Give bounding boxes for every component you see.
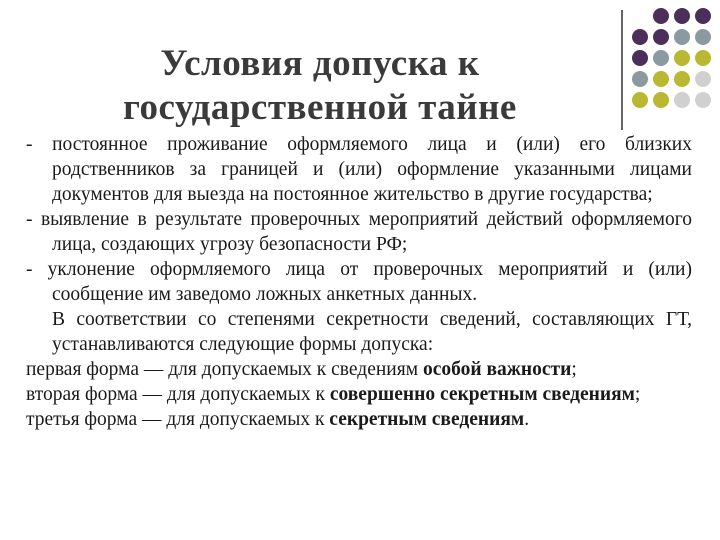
form-item-3 (26, 407, 692, 432)
decorative-dot (653, 50, 669, 66)
decorative-dot (695, 92, 711, 108)
decorative-dot (695, 8, 711, 24)
decorative-dot (653, 8, 669, 24)
decorative-dot (653, 71, 669, 87)
decorative-divider (621, 10, 623, 130)
form-item-2-prefix: вторая форма — для допускаемых к (26, 384, 330, 405)
form-item-3-suffix: . (524, 409, 530, 430)
decorative-dot (653, 92, 669, 108)
slide-body (26, 132, 692, 432)
title-line-2: государственной тайне (123, 87, 517, 128)
form-item-2-suffix: ; (634, 384, 641, 405)
form-item-1-prefix: первая форма — для допускаемых к сведениям (26, 359, 423, 380)
decorative-dot (632, 29, 648, 45)
form-item-1 (26, 357, 692, 382)
decorative-dot (695, 50, 711, 66)
decorative-dot-grid (632, 8, 716, 120)
form-item-1-suffix: ; (571, 359, 577, 380)
condition-paragraph-3: - уклонение оформляемого лица от проверочных мероприятий и (или) сообщение им заведомо ложных анкетных данных. (26, 259, 692, 305)
condition-paragraph-2: - выявление в результате проверочных мероприятий действий оформляемого лица, создающих угрозу безопасности РФ; (26, 209, 692, 255)
decorative-dot (674, 92, 690, 108)
slide-title (70, 42, 570, 130)
form-item-3-prefix: третья форма — для допускаемых к (26, 409, 330, 430)
decorative-dot (674, 71, 690, 87)
decorative-dot (674, 8, 690, 24)
form-item-3-emphasis: секретным сведениям (329, 409, 525, 430)
decorative-dot (695, 71, 711, 87)
decorative-dot (632, 92, 648, 108)
title-line-1: Условия допуска к (160, 43, 480, 84)
decorative-dot (632, 50, 648, 66)
decorative-dot (632, 71, 648, 87)
decorative-dot (674, 50, 690, 66)
decorative-dot (674, 29, 690, 45)
forms-intro-paragraph: В соответствии со степенями секретности сведений, составляющих ГТ, устанавливаются следующие формы допуска: (52, 309, 692, 355)
form-item-2 (26, 382, 692, 407)
condition-paragraph-1: - постоянное проживание оформляемого лица и (или) его близких родственников за границей и (или) оформление указанными лицами документов для выезда на постоянное жительство в другие государства; (26, 134, 692, 205)
decorative-dot (695, 29, 711, 45)
form-item-1-emphasis: особой важности (422, 359, 572, 380)
decorative-dot (653, 29, 669, 45)
form-item-2-emphasis: совершенно секретным сведениям (329, 384, 635, 405)
